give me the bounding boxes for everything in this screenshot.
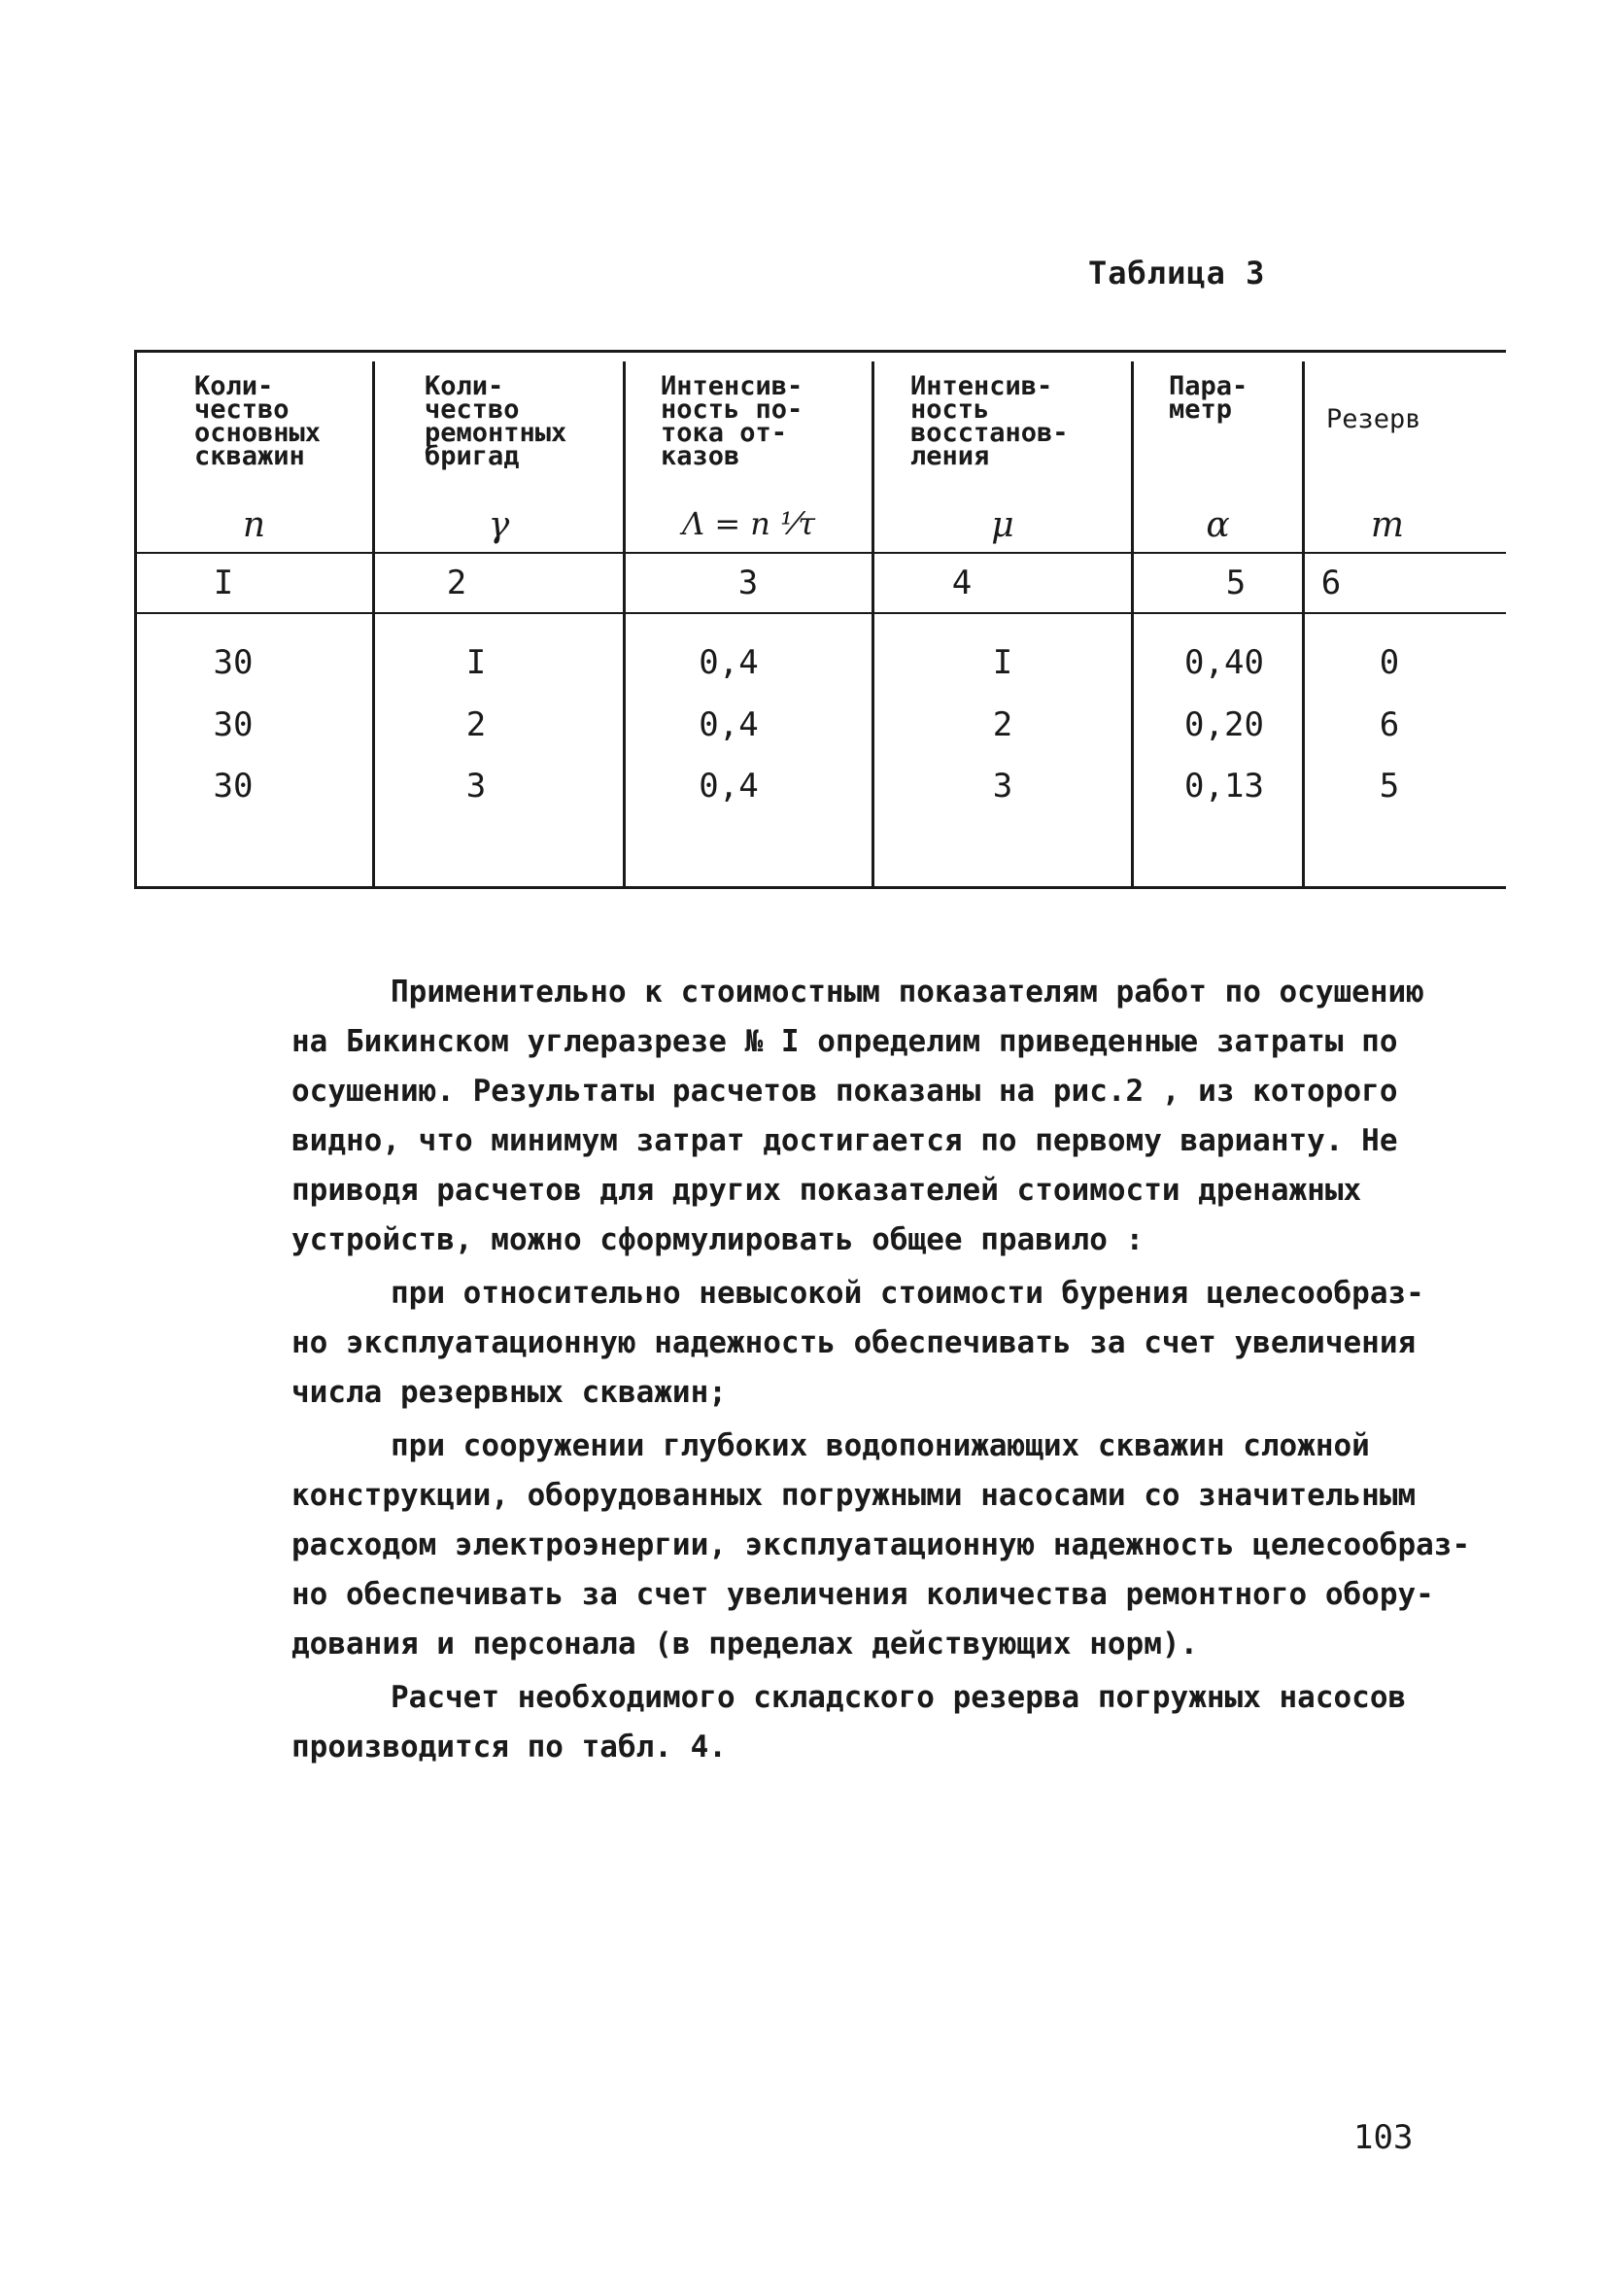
- header-recovery-intensity: Интенсив- ность восстанов- ления: [910, 371, 1069, 471]
- cell-wells: 30: [213, 767, 254, 805]
- text-line: Применительно к стоимостным показателям работ по осушению: [391, 975, 1424, 1010]
- text-line: видно, что минимум затрат достигается по первому варианту. Не: [291, 1123, 1398, 1158]
- text-line: но обеспечивать за счет увеличения количества ремонтного обору-: [291, 1577, 1434, 1612]
- text-line: расходом электроэнергии, эксплуатационную надежность целесообраз-: [291, 1527, 1471, 1562]
- cell-failure: 0,4: [699, 643, 759, 682]
- text-line: осушению. Результаты расчетов показаны на рис.2 , из которого: [291, 1074, 1398, 1109]
- header-failure-intensity: Интенсив- ность по- тока от- казов: [661, 371, 804, 471]
- text-line: при сооружении глубоких водопонижающих скважин сложной: [391, 1428, 1370, 1463]
- symbol-m: m: [1370, 505, 1405, 545]
- cell-reserve: 6: [1379, 705, 1400, 744]
- text-line: конструкции, оборудованных погружными насосами со значительным: [291, 1478, 1417, 1513]
- column-number: 5: [1225, 564, 1247, 602]
- number-row-divider: [136, 612, 1506, 614]
- symbol-lambda: Λ = n ¹⁄τ: [682, 505, 815, 542]
- cell-failure: 0,4: [699, 705, 759, 744]
- table-bottom-border: [136, 886, 1506, 889]
- header-parameter: Пара- метр: [1169, 371, 1248, 425]
- symbol-n: n: [242, 505, 266, 545]
- text-line: производится по табл. 4.: [291, 1730, 727, 1765]
- cell-recovery: 3: [992, 767, 1013, 805]
- cell-crews: 2: [465, 705, 487, 744]
- column-divider: [1131, 361, 1134, 889]
- cell-recovery: 2: [992, 705, 1013, 744]
- symbol-gamma: γ: [488, 505, 510, 545]
- text-line: но эксплуатационную надежность обеспечивать за счет увеличения: [291, 1325, 1417, 1360]
- column-number: 3: [737, 564, 759, 602]
- cell-wells: 30: [213, 643, 254, 682]
- text-line: дования и персонала (в пределах действующих норм).: [291, 1627, 1199, 1662]
- text-line: на Бикинском углеразрезе № I определим приведенные затраты по: [291, 1024, 1398, 1059]
- text-line: при относительно невысокой стоимости бурения целесообраз-: [391, 1276, 1424, 1311]
- header-count-crews: Коли- чество ремонтных бригад: [425, 371, 567, 471]
- cell-failure: 0,4: [699, 767, 759, 805]
- header-divider: [136, 552, 1506, 554]
- column-divider: [872, 361, 874, 889]
- header-count-wells: Коли- чество основных скважин: [194, 371, 322, 471]
- paragraph: [192, 1673, 1446, 1772]
- cell-reserve: 0: [1379, 643, 1400, 682]
- cell-parameter: 0,13: [1184, 767, 1264, 805]
- text-line: числа резервных скважин;: [291, 1375, 727, 1410]
- column-divider: [372, 361, 375, 889]
- header-reserve: Резерв: [1326, 404, 1421, 434]
- column-number: 4: [951, 564, 973, 602]
- paragraph: [192, 1269, 1446, 1418]
- table-caption: Таблица 3: [1088, 255, 1266, 291]
- column-divider: [1302, 361, 1305, 889]
- symbol-alpha: α: [1206, 505, 1230, 545]
- text-line: Расчет необходимого складского резерва погружных насосов: [391, 1680, 1407, 1715]
- column-number: 2: [446, 564, 467, 602]
- column-number: 6: [1320, 564, 1342, 602]
- body-text: [192, 968, 1471, 1772]
- cell-parameter: 0,40: [1184, 643, 1264, 682]
- text-line: приводя расчетов для других показателей стоимости дренажных: [291, 1173, 1362, 1208]
- paragraph: [192, 1422, 1471, 1669]
- column-number: I: [213, 564, 234, 602]
- cell-wells: 30: [213, 705, 254, 744]
- table-left-border: [134, 350, 137, 889]
- cell-reserve: 5: [1379, 767, 1400, 805]
- cell-recovery: I: [992, 643, 1013, 682]
- cell-crews: 3: [465, 767, 487, 805]
- table-top-border: [136, 350, 1506, 353]
- column-divider: [623, 361, 626, 889]
- text-line: устройств, можно сформулировать общее правило :: [291, 1222, 1145, 1257]
- symbol-mu: μ: [991, 505, 1014, 545]
- cell-parameter: 0,20: [1184, 705, 1264, 744]
- page-number: 103: [1353, 2118, 1414, 2157]
- paragraph: [192, 968, 1446, 1265]
- cell-crews: I: [465, 643, 487, 682]
